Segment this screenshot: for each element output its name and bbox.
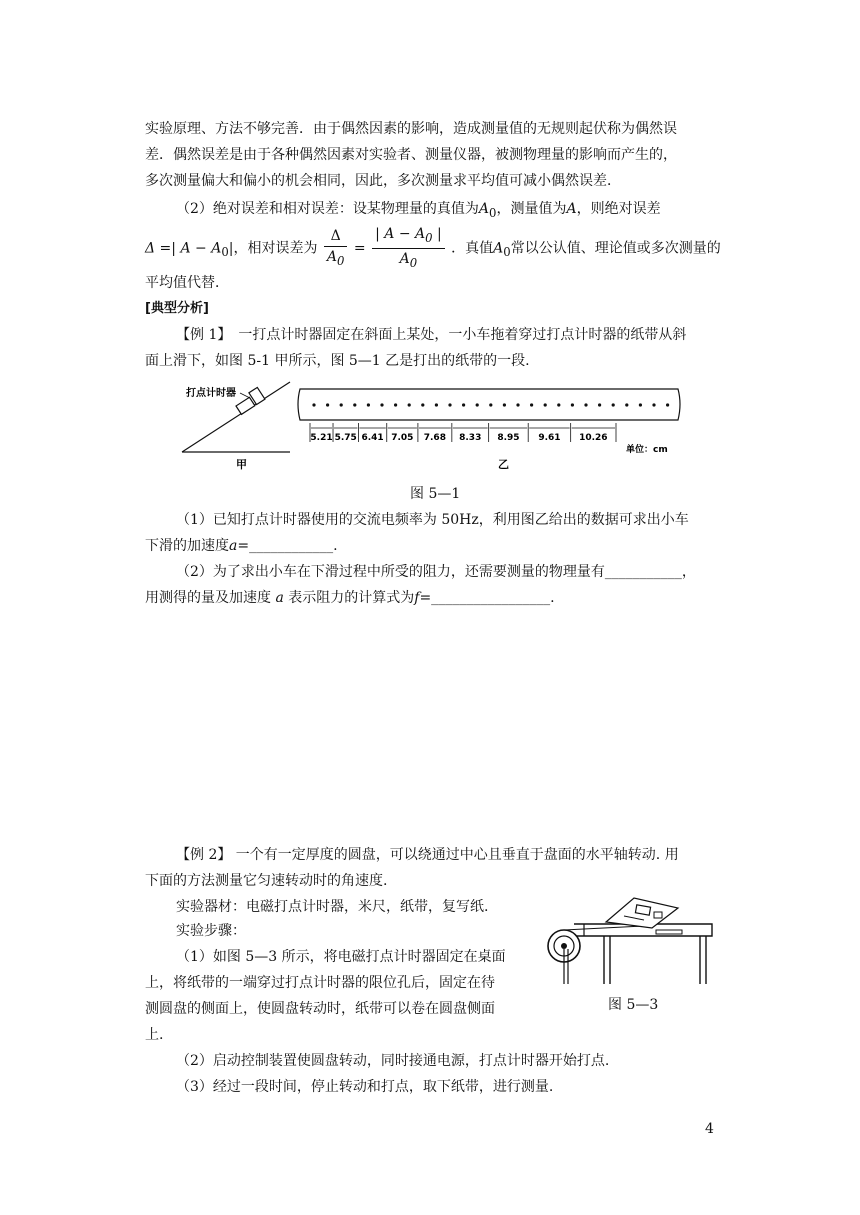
tape-dot: [326, 403, 329, 406]
relative-error-fraction-2: $\frac{| A - A_0 |}{A_0}$: [372, 224, 445, 273]
tape-dot: [353, 403, 356, 406]
tape-dot: [666, 403, 669, 406]
segment-label: 8.95: [497, 433, 520, 443]
figure-5-1: [178, 380, 688, 472]
segment-label: 7.05: [391, 433, 414, 443]
tape-dot: [516, 403, 519, 406]
tape-dot: [625, 403, 628, 406]
timer-label: 打点计时器: [186, 388, 236, 399]
figure-5-3-caption: 图 5—3: [608, 997, 659, 1013]
tape-dot: [394, 403, 397, 406]
tape-dot: [380, 403, 383, 406]
tape-dot: [598, 403, 601, 406]
tape-dot: [571, 403, 574, 406]
steps-label: 实验步骤：: [176, 923, 246, 939]
unit-label: 单位：cm: [626, 445, 668, 455]
tape-dot: [557, 403, 560, 406]
example-1-line: 【例 1】 一打点计时器固定在斜面上某处，一小车拖着穿过打点计时器的纸带从斜: [176, 327, 687, 343]
paragraph-line: 实验原理、方法不够完善．由于偶然因素的影响，造成测量值的无规则起伏称为偶然误: [145, 121, 677, 137]
step-1-line: 上，将纸带的一端穿过打点计时器的限位孔后，固定在待: [145, 975, 495, 991]
step-1-line: （1）如图 5—3 所示，将电磁打点计时器固定在桌面: [176, 949, 506, 965]
timer-device: [234, 387, 265, 414]
question-2-line: （2）为了求出小车在下滑过程中所受的阻力，还需要测量的物理量有___________，: [176, 564, 696, 580]
tape-dot: [639, 403, 642, 406]
tape-dot: [448, 403, 451, 406]
equipment-line: 实验器材：电磁打点计时器，米尺，纸带，复写纸.: [176, 899, 489, 915]
question-1-line: 下滑的加速度a=____________.: [145, 538, 338, 554]
tape-dot: [408, 403, 411, 406]
tape-dot: [652, 403, 655, 406]
tape-dot: [584, 403, 587, 406]
tape-dot: [367, 403, 370, 406]
tape-dot: [435, 403, 438, 406]
paragraph-line: （2）绝对误差和相对误差：设某物理量的真值为$A_0$，测量值为A，则绝对误差: [176, 201, 661, 220]
formula-line: Δ =| $A - A_0|$，相对误差为 $\frac{\Delta}{A_0}$ = $\frac{| A - A_0 |}{A_0}$ ．真值$A_0$常以公认值、理论值或多次测量的: [145, 224, 715, 273]
segment-label: 5.75: [334, 433, 357, 443]
segment-label: 10.26: [579, 433, 608, 443]
example-2-line: 下面的方法测量它匀速转动时的角速度.: [145, 873, 388, 889]
tape-dot: [340, 403, 343, 406]
tape-dot: [503, 403, 506, 406]
paper-tape: [564, 926, 644, 930]
segment-label: 9.61: [538, 433, 561, 443]
paragraph-line: 多次测量偏大和偏小的机会相同，因此，多次测量求平均值可减小偶然误差．: [145, 173, 621, 189]
paragraph-line: 平均值代替．: [145, 275, 229, 291]
segment-label: 8.33: [459, 433, 482, 443]
step-3-line: （3）经过一段时间，停止转动和打点，取下纸带，进行测量.: [176, 1079, 554, 1095]
tape-label: 乙: [498, 458, 509, 471]
tape-dot: [544, 403, 547, 406]
relative-error-fraction: $\frac{\Delta}{A_0}$: [324, 226, 348, 271]
example-2-line: 【例 2】 一个有一定厚度的圆盘，可以绕通过中心且垂直于盘面的水平轴转动. 用: [176, 847, 679, 863]
tape-dot: [489, 403, 492, 406]
tape-dot: [476, 403, 479, 406]
tape-dot: [421, 403, 424, 406]
figure-5-3: [544, 894, 714, 986]
segment-label: 6.41: [361, 433, 384, 443]
tape-dot: [612, 403, 615, 406]
tape-dot: [462, 403, 465, 406]
tape-dot: [530, 403, 533, 406]
step-1-line: 测圆盘的侧面上，使圆盘转动时，纸带可以卷在圆盘侧面: [145, 1001, 495, 1017]
step-1-line: 上.: [145, 1027, 164, 1043]
tape-segments: [310, 423, 616, 443]
example-1-line: 面上滑下，如图 5-1 甲所示，图 5—1 乙是打出的纸带的一段.: [145, 353, 530, 369]
segment-label: 7.68: [423, 433, 446, 443]
step-2-line: （2）启动控制装置使圆盘转动，同时接通电源，打点计时器开始打点.: [176, 1053, 610, 1069]
section-heading: [典型分析]: [145, 301, 209, 316]
tape-dot: [312, 403, 315, 406]
question-2-line: 用测得的量及加速度 a 表示阻力的计算式为f=_________________.: [145, 590, 555, 606]
question-1-line: （1）已知打点计时器使用的交流电频率为 50Hz，利用图乙给出的数据可求出小车: [176, 512, 689, 528]
figure-5-1-caption: 图 5—1: [410, 486, 461, 502]
paragraph-line: 差．偶然误差是由于各种偶然因素对实验者、测量仪器，被测物理量的影响而产生的，: [145, 147, 677, 163]
segment-label: 5.21: [310, 433, 333, 443]
incline-label: 甲: [236, 458, 247, 471]
page-number: 4: [705, 1121, 714, 1137]
